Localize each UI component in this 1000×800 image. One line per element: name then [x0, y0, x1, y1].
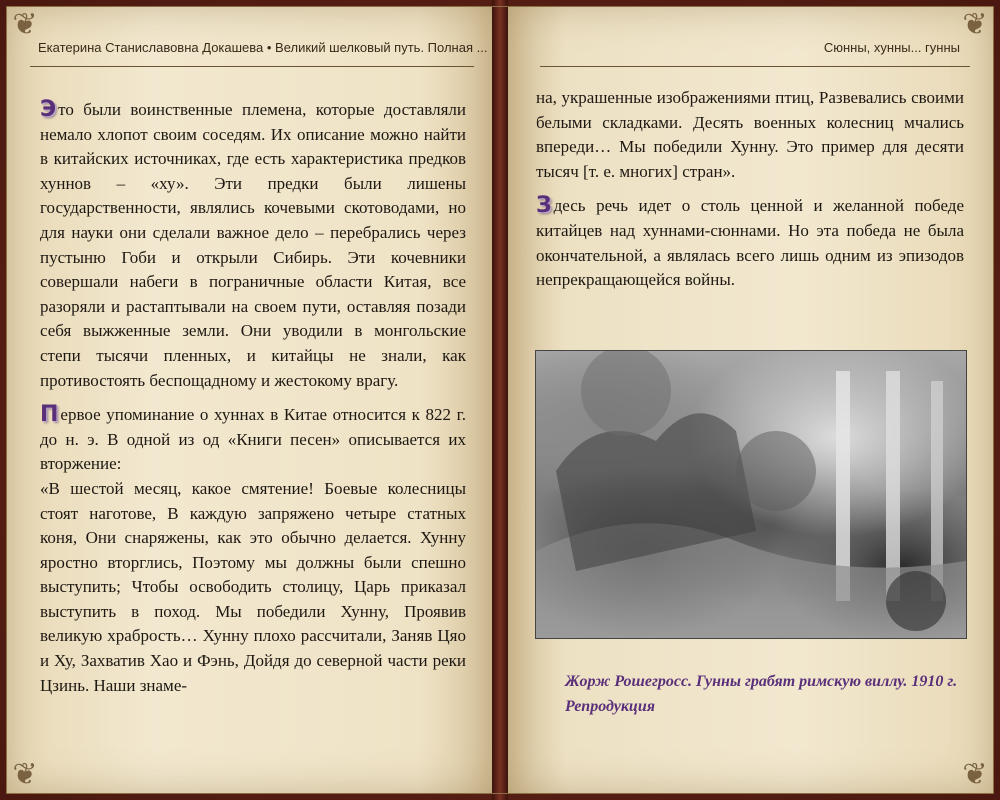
paragraph [536, 194, 964, 292]
corner-ornament-icon: ❦ [12, 7, 38, 42]
paragraph-text: ервое упоминание о хуннах в Китае относится к 822 г. до н. э. В одной из од «Книги песен» описывается их вторжение: [40, 405, 466, 474]
poem-quote: «В шестой месяц, какое смятение! Боевые колесницы стоят наготове, В каждую запряжено четыре статных коня, Они снаряжены, как это обычно делается. Хунну яростно вторглись, Поэтому мы должны были спешно выступить; Чтобы освободить столицу, Царь приказал выступить в поход. Мы победили Хунну, Проявив великую храбрость… Хунну плохо рассчитали, Заняв Цяо и Ху, Захватив Хао и Фэнь, Дойдя до северной части реки Цзинь. Наши знаме- [40, 478, 466, 695]
drop-cap: З [536, 193, 552, 219]
drop-cap: Э [40, 97, 57, 122]
header-right: Сюнны, хунны... гунны [823, 40, 960, 55]
caption-note: Репродукция [565, 697, 655, 715]
paragraph-text: то были воинственные племена, которые доставляли немало хлопот своим соседям. Их описание можно найти в китайских источниках, где есть характеристика предков хуннов – «ху». Эти предки были лишены государственности, являлись кочевыми скотоводами, но для науки они сделали важное дело – перебрались через пустыню Гоби и открыли Сибирь. Эти кочевники совершали набеги в пограничные области Китая, все разоряли и растаптывали на своем пути, оставляя позади себя выжженные земли. Они уводили в монгольские степи тысячи пленных, и китайцы не знали, как противостоять беспощадному и жестокому врагу. [40, 100, 466, 390]
paragraph [40, 403, 466, 477]
header-rule-right [540, 66, 970, 67]
right-page-text [536, 86, 964, 293]
corner-ornament-icon: ❦ [962, 7, 988, 42]
header-left: Екатерина Станиславовна Докашева • Великий шелковый путь. Полная ... [38, 40, 488, 55]
corner-ornament-icon: ❦ [12, 757, 38, 792]
paragraph: на, украшенные изображениями птиц, Развевались своими белыми складками. Десять военных колесниц мчались впереди… Мы победили Хунну. Это пример для десяти тысяч [т. е. многих] стран». [536, 88, 964, 181]
caption-title: Жорж Рошегросс. Гунны грабят римскую виллу. 1910 г. [565, 673, 958, 690]
left-page-text [40, 98, 466, 698]
header-rule-left [30, 66, 474, 67]
painting-sketch [536, 351, 966, 638]
corner-ornament-icon: ❦ [962, 757, 988, 792]
illustration-caption [565, 670, 961, 719]
drop-cap: П [40, 402, 59, 428]
book-spine [492, 0, 508, 800]
painting-illustration [535, 350, 967, 639]
paragraph [40, 98, 466, 393]
paragraph-text: десь речь идет о столь ценной и желанной победе китайцев над хуннами-сюннами. Но эта победа не была окончательной, а являлась всего лишь одним из эпизодов непрекращающейся войны. [536, 196, 964, 290]
